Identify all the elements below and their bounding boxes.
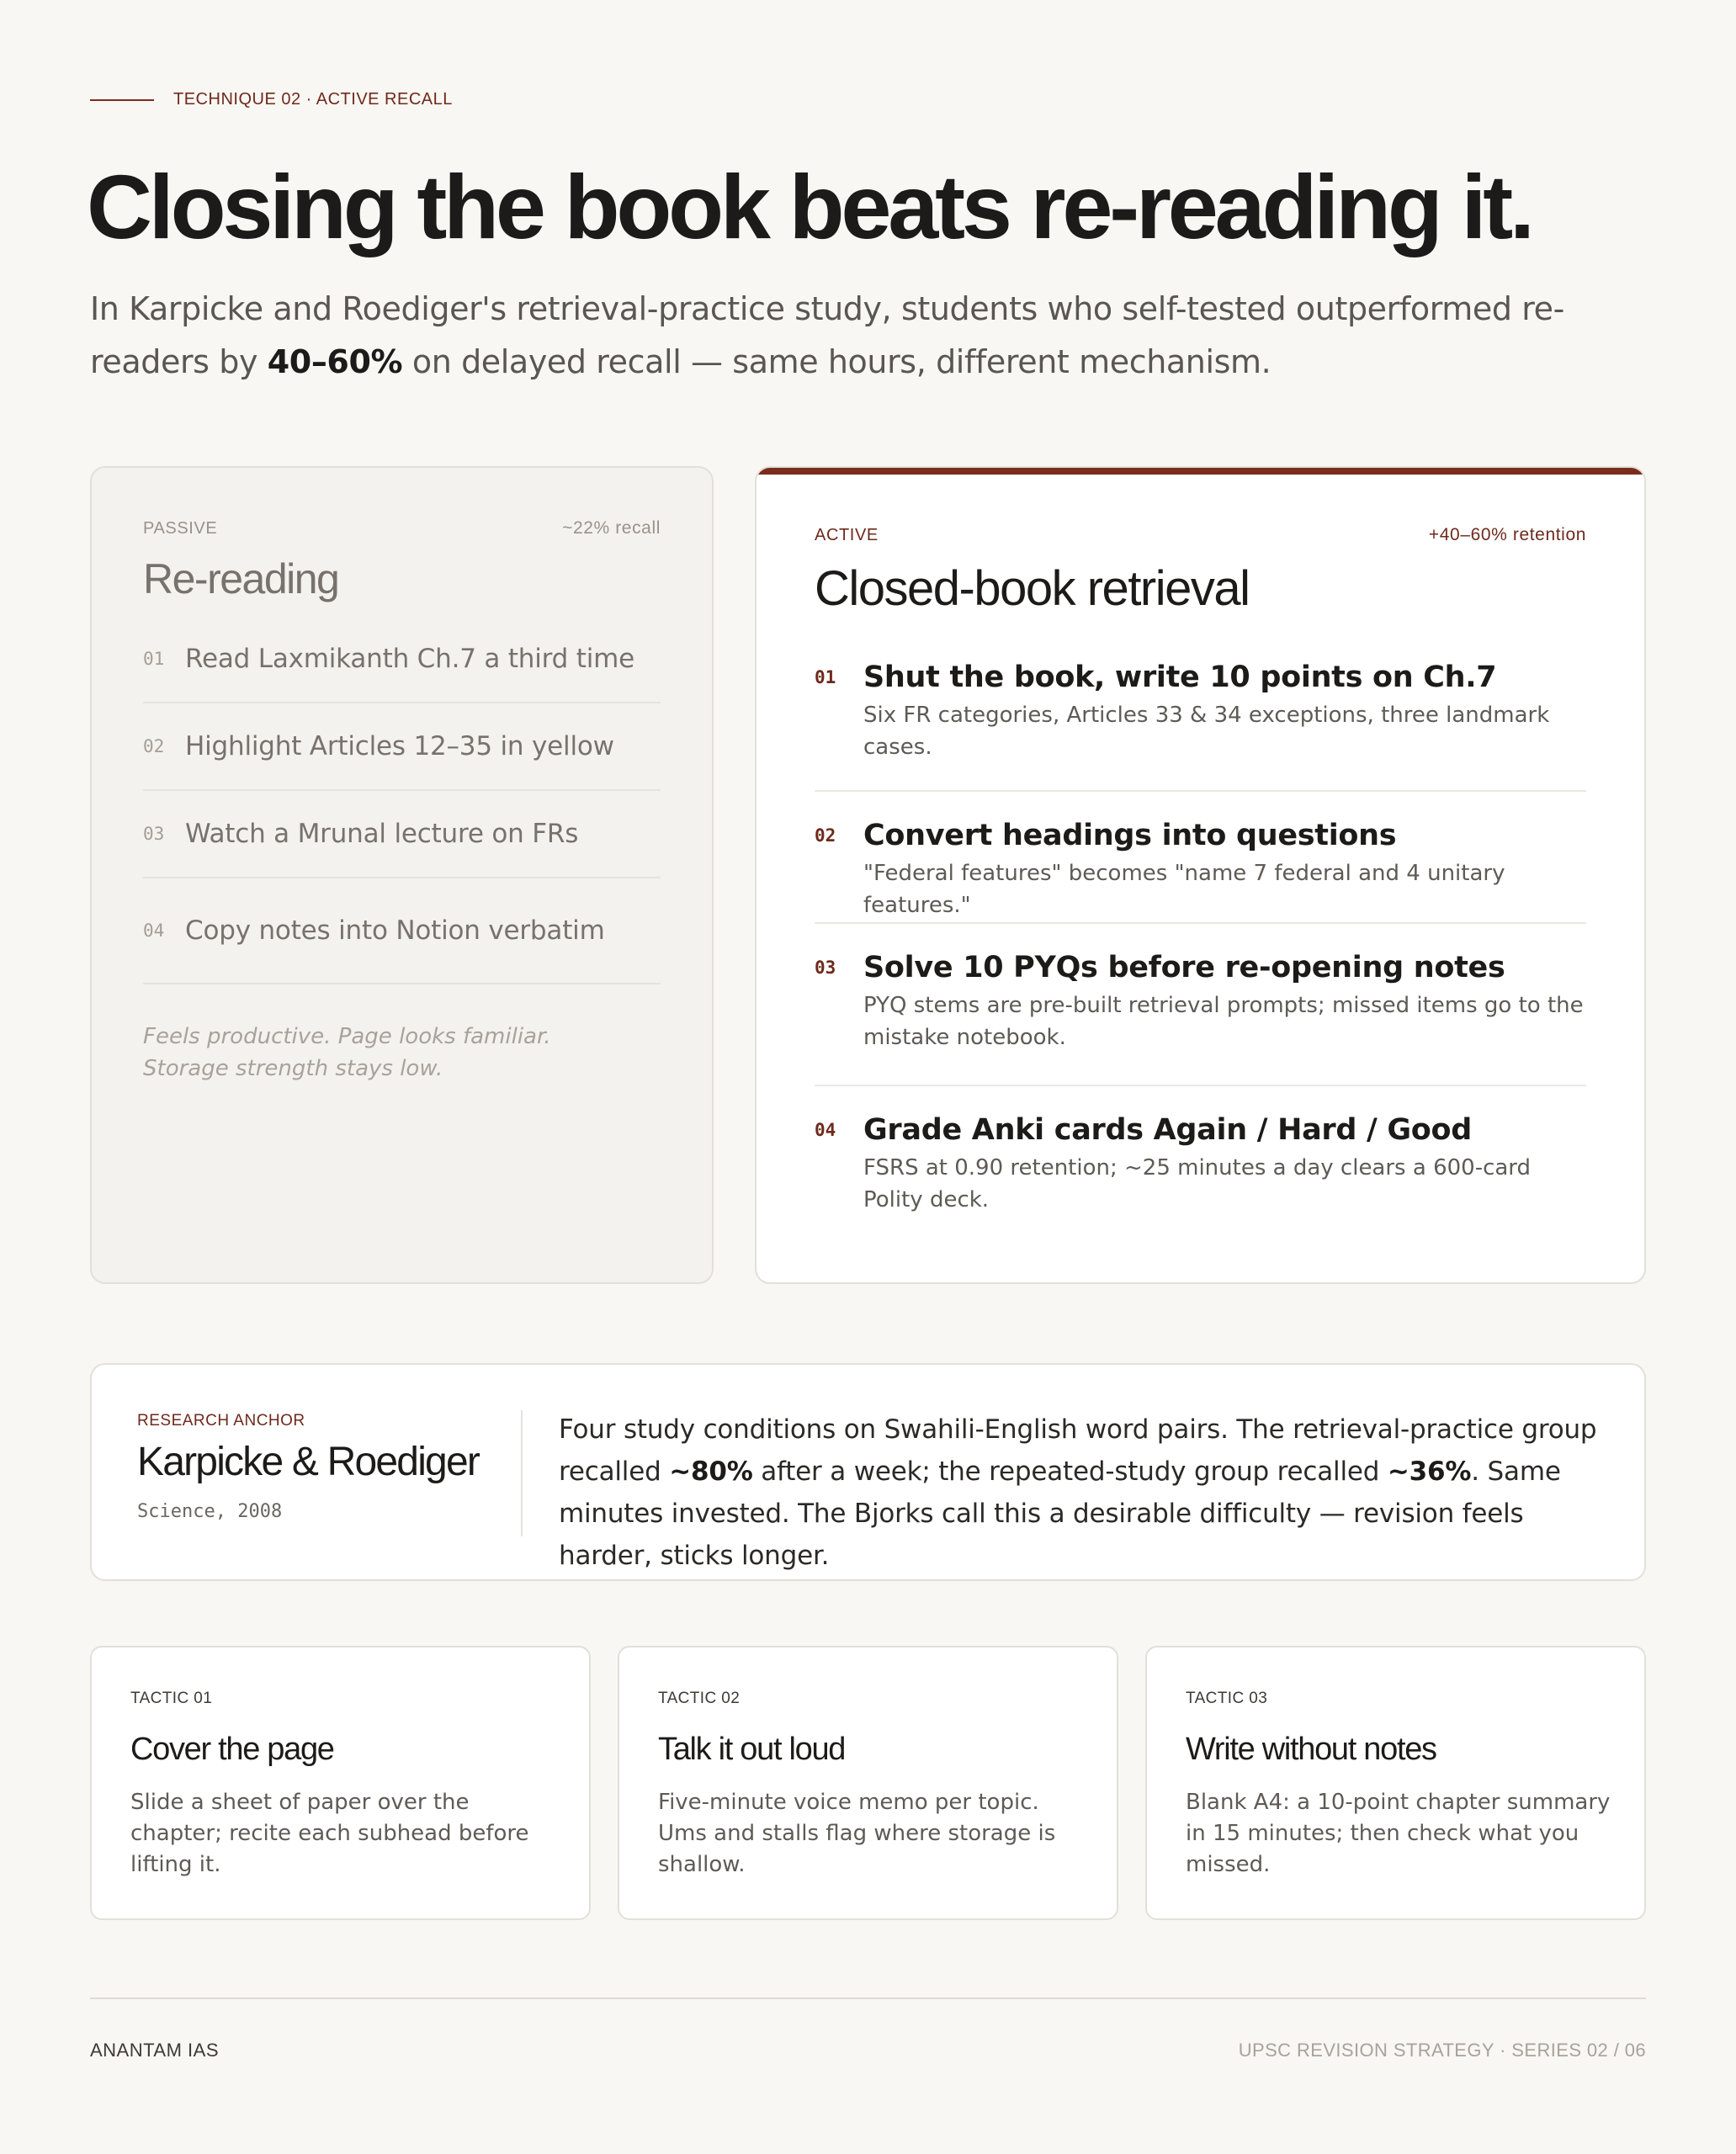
active-item-desc: Six FR categories, Articles 33 & 34 exceptions, three landmark cases. [863, 703, 1550, 760]
tactic-label: TACTIC 03 [1186, 1690, 1268, 1707]
tactic-label: TACTIC 02 [658, 1690, 741, 1707]
passive-item-number: 02 [143, 736, 165, 756]
active-item-body [863, 949, 1586, 1085]
passive-card [90, 466, 714, 1284]
active-item-body [863, 817, 1586, 922]
research-anchor-divider [521, 1410, 523, 1536]
active-item-desc: "Federal features" becomes "name 7 federal and 4 unitary features." [863, 861, 1505, 918]
active-title: Closed-book retrieval [815, 561, 1250, 616]
passive-tag: PASSIVE [143, 519, 218, 538]
tactic-card [90, 1646, 591, 1920]
passive-item-number: 03 [143, 824, 165, 844]
research-text-2: after a week; the repeated-study group recalled [752, 1456, 1388, 1487]
tactic-card [618, 1646, 1118, 1920]
lede-text-1: In Karpicke and Roediger's retrieval-practice study, students who self-tested outperformed re-readers by [90, 290, 1564, 380]
active-item-title: Solve 10 PYQs before re-opening notes [863, 951, 1505, 984]
research-stat-1: ~80% [669, 1456, 753, 1487]
passive-note: Feels productive. Page looks familiar. Storage strength stays low. [143, 1024, 551, 1081]
active-item-number: 04 [815, 1120, 836, 1140]
active-list [815, 636, 1586, 1229]
active-item [815, 792, 1586, 924]
passive-item-label: Copy notes into Notion verbatim [185, 915, 605, 946]
research-anchor-citation: Science, 2008 [137, 1501, 283, 1522]
passive-card-header [143, 518, 661, 538]
passive-item-label: Read Laxmikanth Ch.7 a third time [185, 644, 635, 674]
research-stat-2: ~36% [1387, 1456, 1472, 1487]
lede-highlight: 40–60% [267, 343, 403, 380]
tactic-desc: Blank A4: a 10-point chapter summary in 15 minutes; then check what you missed. [1186, 1790, 1611, 1877]
research-anchor-text [559, 1409, 1602, 1577]
active-item-body [863, 1111, 1586, 1229]
active-item-number: 03 [815, 958, 836, 978]
tactic-desc: Five-minute voice memo per topic. Ums and stalls flag where storage is shallow. [658, 1790, 1056, 1877]
active-item-title: Shut the book, write 10 points on Ch.7 [863, 661, 1497, 694]
active-item [815, 1086, 1586, 1229]
eyebrow [90, 90, 453, 109]
active-item [815, 924, 1586, 1086]
tactic-label: TACTIC 01 [130, 1690, 213, 1707]
eyebrow-rule [90, 99, 154, 101]
passive-item-label: Highlight Articles 12–35 in yellow [185, 731, 614, 761]
research-anchor-label: RESEARCH ANCHOR [137, 1412, 305, 1430]
passive-item-label: Watch a Mrunal lecture on FRs [185, 819, 579, 849]
passive-item-number: 04 [143, 920, 165, 941]
passive-item [143, 703, 661, 791]
tactic-title: Talk it out loud [658, 1732, 846, 1767]
passive-list [143, 616, 661, 984]
research-text-1: Four study conditions on Swahili-English word pairs. The retrieval-practice group recalled [559, 1414, 1597, 1487]
research-text-3: . Same minutes invested. The Bjorks call this a desirable difficulty — revision feels harder, sticks longer. [559, 1456, 1561, 1571]
passive-item [143, 791, 661, 878]
active-item-number: 01 [815, 667, 836, 687]
active-item-title: Convert headings into questions [863, 819, 1397, 852]
passive-item [143, 616, 661, 703]
passive-stat: ~22% recall [562, 518, 661, 538]
active-item-desc: FSRS at 0.90 retention; ~25 minutes a day clears a 600-card Polity deck. [863, 1155, 1532, 1212]
active-item [815, 636, 1586, 792]
passive-item [143, 878, 661, 984]
passive-item-number: 01 [143, 649, 165, 669]
eyebrow-label: TECHNIQUE 02 · ACTIVE RECALL [173, 90, 453, 109]
tactic-title: Write without notes [1186, 1732, 1436, 1767]
footer-series: UPSC REVISION STRATEGY · SERIES 02 / 06 [1238, 2040, 1646, 2061]
active-tag: ACTIVE [815, 526, 879, 544]
active-item-number: 02 [815, 825, 836, 846]
page-title: Closing the book beats re-reading it. [87, 156, 1532, 257]
footer-brand: ANANTAM IAS [90, 2040, 220, 2061]
active-card-accent-bar [757, 468, 1644, 475]
lede-text-2: on delayed recall — same hours, different mechanism. [402, 343, 1271, 380]
active-stat: +40–60% retention [1428, 525, 1586, 544]
tactic-desc: Slide a sheet of paper over the chapter; recite each subhead before lifting it. [130, 1790, 529, 1877]
research-anchor-name: Karpicke & Roediger [137, 1440, 480, 1484]
lede [90, 283, 1646, 389]
active-card [755, 466, 1646, 1284]
active-item-desc: PYQ stems are pre-built retrieval prompts; missed items go to the mistake notebook. [863, 993, 1584, 1050]
research-anchor-card [90, 1363, 1646, 1581]
active-item-title: Grade Anki cards Again / Hard / Good [863, 1113, 1473, 1147]
tactic-card [1145, 1646, 1646, 1920]
tactic-title: Cover the page [130, 1732, 334, 1767]
active-card-header [815, 525, 1586, 545]
active-item-body [863, 659, 1586, 790]
passive-title: Re-reading [143, 555, 339, 602]
footer-divider [90, 1997, 1646, 1999]
